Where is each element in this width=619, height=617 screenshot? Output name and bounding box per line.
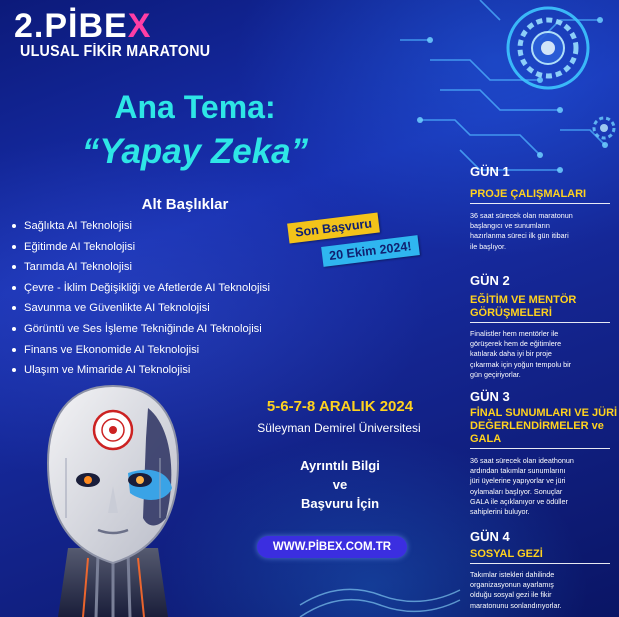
day-title: GÜN 4 [470, 529, 510, 544]
day-divider [470, 563, 610, 564]
day-heading [470, 294, 610, 320]
day-text-line: olduğu sosyal gezi ile fikir [470, 590, 552, 600]
day-description [470, 329, 610, 380]
day-text-line: Finalistler hem mentörler ile [470, 329, 559, 338]
topic-item: Finans ve Ekonomide AI Teknolojisi [8, 340, 270, 361]
topic-item: Çevre - İklim Değişikliği ve Afetlerde AI Teknolojisi [8, 278, 270, 299]
day-heading: PROJE ÇALIŞMALARI [470, 188, 587, 200]
day-heading-line: GÖRÜŞMELERİ [470, 307, 552, 319]
info-heading [240, 456, 440, 513]
day-divider [470, 448, 610, 449]
website-link[interactable]: WWW.PİBEX.COM.TR [257, 536, 407, 558]
topic-item: Savunma ve Güvenlikte AI Teknolojisi [8, 298, 270, 319]
topic-item: Sağlıkta AI Teknolojisi [8, 216, 270, 237]
info-line-1: Ayrıntılı Bilgi [300, 458, 380, 473]
info-line-3: Başvuru İçin [300, 496, 380, 511]
day-heading-line: EĞİTİM VE MENTÖR [470, 294, 577, 306]
topic-item: Ulaşım ve Mimaride AI Teknolojisi [8, 360, 270, 381]
day-heading-line: FİNAL SUNUMLARI VE JÜRİ [470, 407, 618, 419]
day-description [470, 570, 610, 611]
day-title: GÜN 3 [470, 389, 510, 404]
day-text-line: gün geçiriyorlar. [470, 369, 521, 379]
brand-main: 2.PİBE [14, 7, 128, 45]
day-divider [470, 322, 610, 323]
day-text-line: başlangıcı ve sunumların [470, 221, 550, 231]
day-text-line: çıkarmak için yoğun tempolu bir [470, 359, 572, 369]
day-text-line: GALA ile açıklanıyor ve ödüller [470, 496, 568, 506]
event-dates: 5-6-7-8 ARALIK 2024 [266, 398, 414, 415]
subtitle: ULUSAL FİKİR MARATONU [20, 43, 211, 60]
day-title: GÜN 1 [470, 164, 510, 179]
day-heading-line: GALA [470, 433, 502, 445]
day-heading [470, 407, 617, 446]
brand-x: X [127, 7, 152, 45]
day-text-line: ardından takımlar sunumlarını [470, 466, 566, 476]
topics-list [8, 216, 270, 381]
day-description [470, 211, 610, 252]
day-text-line: katılarak daha iyi bir proje [470, 349, 552, 359]
day-2 [470, 273, 610, 380]
day-text-line: ile başlıyor. [470, 241, 506, 251]
day-1 [470, 164, 610, 252]
day-3 [470, 389, 617, 517]
day-divider [470, 203, 610, 204]
brand-title [14, 6, 151, 46]
day-text-line: Takımlar istekleri dahilinde [470, 570, 555, 579]
theme-title: “Yapay Zeka” [81, 132, 309, 171]
day-text-line: hazırlanma süreci ilk gün itibari [470, 231, 569, 241]
topic-item: Görüntü ve Ses İşleme Tekniğinde AI Teknolojisi [8, 319, 270, 340]
robot-head-illustration [38, 378, 188, 617]
deadline-date: 20 Ekim 2024! [321, 235, 419, 267]
day-title: GÜN 2 [470, 273, 510, 288]
theme-label: Ana Tema: [114, 89, 276, 125]
day-heading-line: DEĞERLENDİRMELER ve [470, 420, 604, 432]
day-text-line: 36 saat sürecek olan ideathonun [470, 456, 574, 465]
topics-title: Alt Başlıklar [141, 196, 229, 213]
day-text-line: jüri üyelerine yapıyorlar ve jüri [470, 476, 566, 486]
day-text-line: sahiplerini buluyor. [470, 507, 530, 517]
day-4 [470, 529, 610, 611]
info-line-2: ve [332, 477, 348, 492]
day-text-line: görüşerek hem de eğitimlere [470, 339, 562, 349]
day-text-line: organizasyonun ayarlamış [470, 580, 554, 590]
day-text-line: maratonunu sonlandırıyorlar. [470, 600, 562, 610]
event-venue: Süleyman Demirel Üniversitesi [257, 421, 421, 435]
topic-item: Eğitimde AI Teknolojisi [8, 237, 270, 258]
day-text-line: 36 saat sürecek olan maratonun [470, 211, 573, 220]
day-description [470, 456, 617, 517]
deadline-label: Son Başvuru [287, 213, 380, 244]
topic-item: Tarımda AI Teknolojisi [8, 257, 270, 278]
day-heading: SOSYAL GEZİ [470, 548, 543, 560]
day-text-line: oylamaları başlıyor. Sonuçlar [470, 486, 563, 496]
